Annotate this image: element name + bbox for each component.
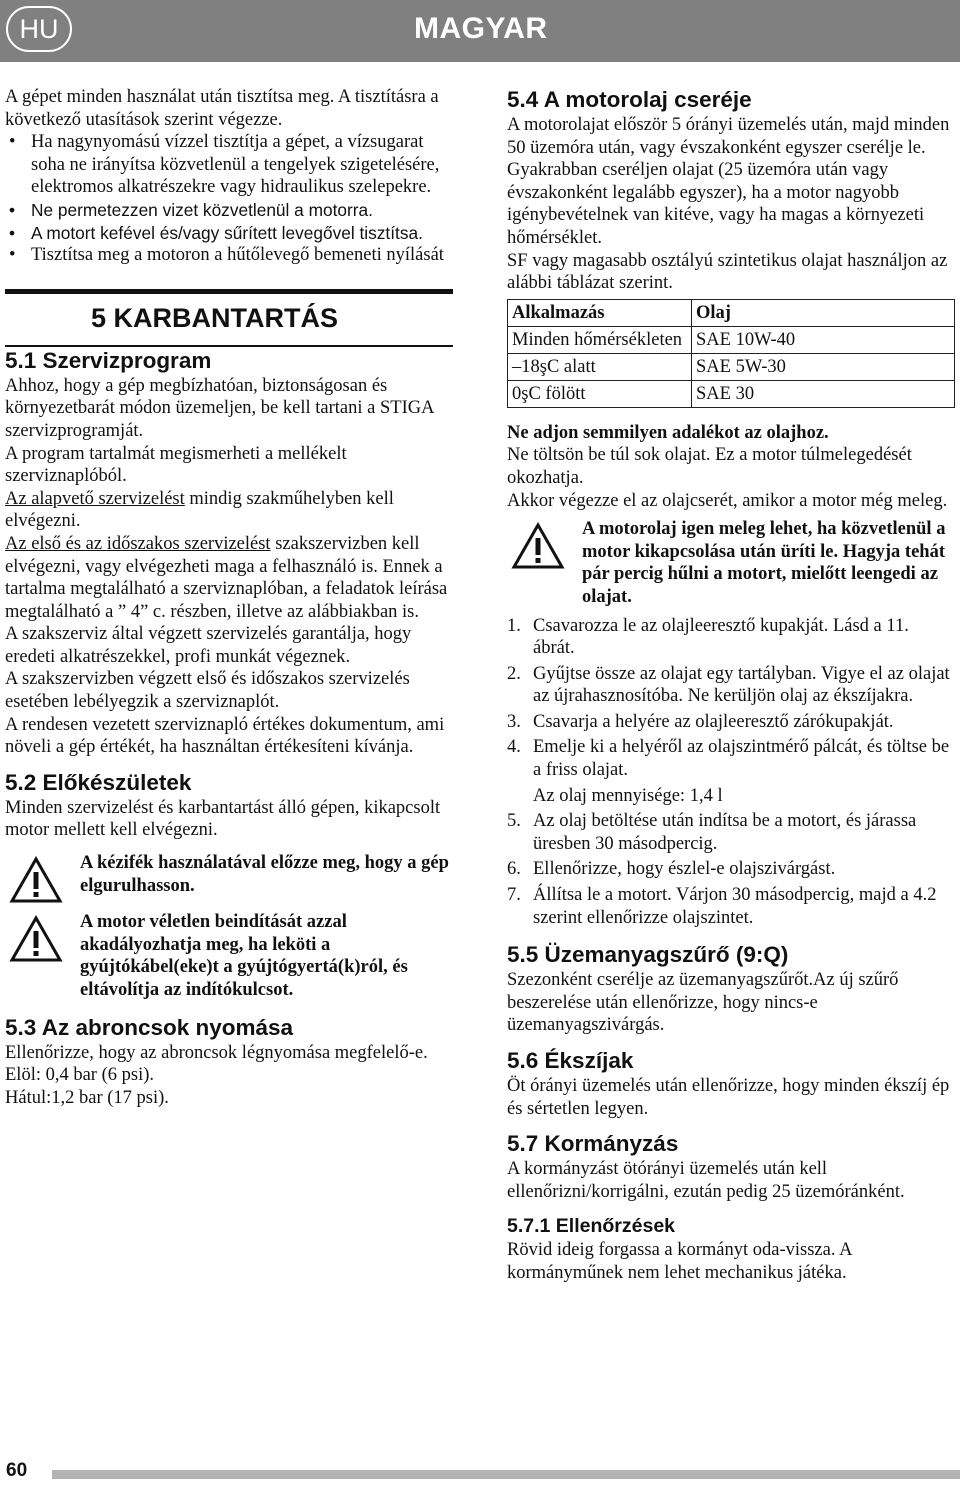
table-row <box>508 326 955 353</box>
page-number: 60 <box>6 1460 28 1481</box>
chapter-title: 5 KARBANTARTÁS <box>91 302 338 333</box>
step-number: 6. <box>507 859 521 880</box>
footer-bar <box>52 1470 960 1479</box>
step-text: Az olaj mennyisége: 1,4 l <box>533 785 723 806</box>
list-item <box>507 810 955 855</box>
section-5-5 <box>507 941 955 1037</box>
language-badge: HU <box>6 6 72 52</box>
section-5-3 <box>5 1014 455 1110</box>
underlined-text: Az első és az időszakos szervizelést <box>5 533 271 554</box>
section-heading: 5.4 A motorolaj cseréje <box>507 87 752 112</box>
table-row <box>508 353 955 380</box>
step-text: Csavarozza le az olajleeresztő kupakját. Lásd a 11. ábrát. <box>533 615 909 659</box>
list-item: • A motort kefével és/vagy sűrített levegővel tisztítsa. <box>5 222 455 245</box>
left-column <box>5 86 455 1109</box>
paragraph: A program tartalmát megismerheti a mellékelt szerviznaplóból. <box>5 443 347 487</box>
step-number: 2. <box>507 663 521 684</box>
subsection-heading: 5.7.1 Ellenőrzések <box>507 1215 676 1238</box>
cleaning-bullet-list <box>5 131 455 267</box>
step-number: 4. <box>507 737 521 758</box>
paragraph: Rövid ideig forgassa a kormányt oda-vissza. A kormányműnek nem lehet mechanikus játéka. <box>507 1240 852 1283</box>
oil-change-steps <box>507 615 955 930</box>
right-column <box>507 86 955 1285</box>
paragraph: Gyakrabban cseréljen olajat (25 üzemóra után vagy évszakonként legalább egyszer), ha a motor nagyobb igénybevételnek van kitéve, vagy ha magas a környezeti hőmérséklet. <box>507 160 925 248</box>
list-item: • Tisztítsa meg a motoron a hűtőlevegő bemeneti nyílását <box>5 244 455 267</box>
paragraph-text: mindig szakműhelyben kell elvégezni. <box>5 488 394 532</box>
warning-icon <box>511 522 565 570</box>
table-cell: SAE 5W-30 <box>692 353 955 380</box>
warning-text: A motorolaj igen meleg lehet, ha közvetlenül a motor kikapcsolása után üríti le. Hagyja tehát pár percig hűlni a motort, mielőtt leengedi az olajat. <box>582 519 946 607</box>
step-text: Emelje ki a helyéről az olajszintmérő pálcát, és töltse be a friss olajat. <box>533 737 950 781</box>
table-cell: SAE 10W-40 <box>692 326 955 353</box>
step-number: 1. <box>507 615 521 636</box>
list-item <box>507 736 955 781</box>
list-item <box>507 858 955 881</box>
step-number: 7. <box>507 885 521 906</box>
paragraph: Ellenőrizze, hogy az abroncsok légnyomása megfelelő-e. <box>5 1042 428 1063</box>
paragraph: A motorolajat először 5 órányi üzemelés után, majd minden 50 üzemóra után, vagy évszakonként egyszer cserélje le. <box>507 115 950 158</box>
chapter-top-rule <box>5 289 453 294</box>
step-text: Ellenőrizze, hogy észlel-e olajszivárgást. <box>533 859 836 880</box>
table-header-row <box>508 299 955 326</box>
step-text: Állítsa le a motort. Várjon 30 másodpercig, majd a 4.2 szerint ellenőrizze olajszintet. <box>533 885 937 928</box>
section-heading: 5.5 Üzemanyagszűrő (9:Q) <box>507 942 789 968</box>
paragraph: Hátul:1,2 bar (17 psi). <box>5 1087 169 1108</box>
step-text: Az olaj betöltése után indítsa be a motort, és járassa üresben 30 másodpercig. <box>533 811 917 854</box>
paragraph-text: szakszervizben kell elvégezni, vagy elvégezheti maga a felhasználó is. Ennek a tartalma megtalálható a szerviznaplóban, a feladatok leírása megtalálható a ” 4” c. részben, illetve az alábbiakban is. <box>5 533 448 622</box>
underlined-text: Az alapvető szervizelést <box>5 488 185 509</box>
section-heading: 5.2 Előkészületek <box>5 769 192 795</box>
chapter-bottom-rule <box>5 345 453 347</box>
paragraph: Ne töltsön be túl sok olajat. Ez a motor túlmelegedését okozhatja. <box>507 445 912 488</box>
warning-text: A kézifék használatával előzze meg, hogy a gép elgurulhasson. <box>80 853 449 896</box>
step-text: Gyűjtse össze az olajat egy tartályban. Vigye el az olajat az újrahasznosítóba. Ne kerüljön olaj az ékszíjakra. <box>533 663 950 707</box>
table-header-cell: Alkalmazás <box>508 299 692 326</box>
section-heading: 5.6 Ékszíjak <box>507 1048 634 1073</box>
section-5-4 <box>507 86 955 929</box>
table-cell: SAE 30 <box>692 380 955 407</box>
paragraph: Minden szervizelést és karbantartást álló gépen, kikapcsolt motor mellett kell elvégezni. <box>5 797 441 841</box>
list-item: • Ha nagynyomású vízzel tisztítja a gépet, a vízsugarat soha ne irányítsa közvetlenül a tengelyek szigetelésére, elektromos alkatrészekre vagy hidraulikus szelepekre. <box>5 131 455 199</box>
section-heading: 5.7 Kormányzás <box>507 1131 679 1157</box>
step-number: 5. <box>507 811 521 832</box>
paragraph <box>5 533 455 623</box>
chapter-heading-block <box>5 289 455 365</box>
paragraph: Szezonként cserélje az üzemanyagszűrőt.Az új szűrő beszerelése után ellenőrizze, hogy nincs-e üzemanyagszivárgás. <box>507 970 899 1036</box>
header-title: MAGYAR <box>414 12 548 45</box>
warning-text: A motor véletlen beindítását azzal akadályozhatja meg, ha leköti a gyújtókábel(eke)t a gyújtógyertá(k)ról, és eltávolítja az indítókulcsot. <box>80 912 408 1000</box>
bold-note: Ne adjon semmilyen adalékot az olajhoz. <box>507 422 829 443</box>
section-heading: 5.1 Szervizprogram <box>5 347 212 373</box>
paragraph: A szakszervizben végzett első és időszakos szervizelés esetében lebélyegzik a szerviznaplót. <box>5 669 410 713</box>
list-item <box>507 711 955 734</box>
list-item <box>507 884 955 929</box>
paragraph: Ahhoz, hogy a gép megbízhatóan, biztonságosan és környezetbarát módon üzemeljen, be kell tartani a STIGA szervizprogramját. <box>5 375 434 441</box>
section-5-6 <box>507 1047 955 1120</box>
list-item <box>507 615 955 660</box>
paragraph: A szakszerviz által végzett szervizelés garantálja, hogy eredeti alkatrészekkel, profi munkát végeznek. <box>5 624 412 667</box>
step-text: Csavarja a helyére az olajleeresztő zárókupakját. <box>533 711 894 732</box>
warning-block <box>5 852 455 897</box>
warning-icon <box>9 915 63 963</box>
step-number: 3. <box>507 711 521 732</box>
list-item <box>507 785 955 808</box>
cleaning-intro: A gépet minden használat után tisztítsa meg. A tisztításra a következő utasítások szerint végezze. <box>5 87 439 130</box>
table-row <box>508 380 955 407</box>
paragraph: A kormányzást ötórányi üzemelés után kell ellenőrizni/korrigálni, ezután pedig 25 üzemóránként. <box>507 1159 905 1202</box>
section-5-1 <box>5 347 455 759</box>
warning-icon <box>9 856 63 904</box>
paragraph: Öt órányi üzemelés után ellenőrizze, hogy minden ékszíj ép és sértetlen legyen. <box>507 1076 950 1119</box>
section-heading: 5.3 Az abroncsok nyomása <box>5 1014 294 1040</box>
paragraph: SF vagy magasabb osztályú szintetikus olajat használjon az alábbi táblázat szerint. <box>507 250 948 294</box>
table-cell: Minden hőmérsékleten <box>508 326 692 353</box>
paragraph: A rendesen vezetett szerviznapló értékes dokumentum, ami növeli a gép értékét, ha használtan értékesíteni kívánja. <box>5 714 445 758</box>
warning-block <box>507 518 955 608</box>
paragraph: Elöl: 0,4 bar (6 psi). <box>5 1065 155 1086</box>
table-cell: 0şC fölött <box>508 380 692 407</box>
oil-table <box>507 299 955 408</box>
paragraph <box>5 488 455 533</box>
page-header <box>0 0 960 62</box>
list-item <box>507 663 955 708</box>
warning-block <box>5 911 455 1001</box>
table-cell: –18şC alatt <box>508 353 692 380</box>
section-5-2 <box>5 769 455 1002</box>
table-header-cell: Olaj <box>692 299 955 326</box>
section-5-7 <box>507 1130 955 1284</box>
paragraph: Akkor végezze el az olajcserét, amikor a motor még meleg. <box>507 490 948 511</box>
list-item: • Ne permetezzen vizet közvetlenül a motorra. <box>5 199 455 222</box>
